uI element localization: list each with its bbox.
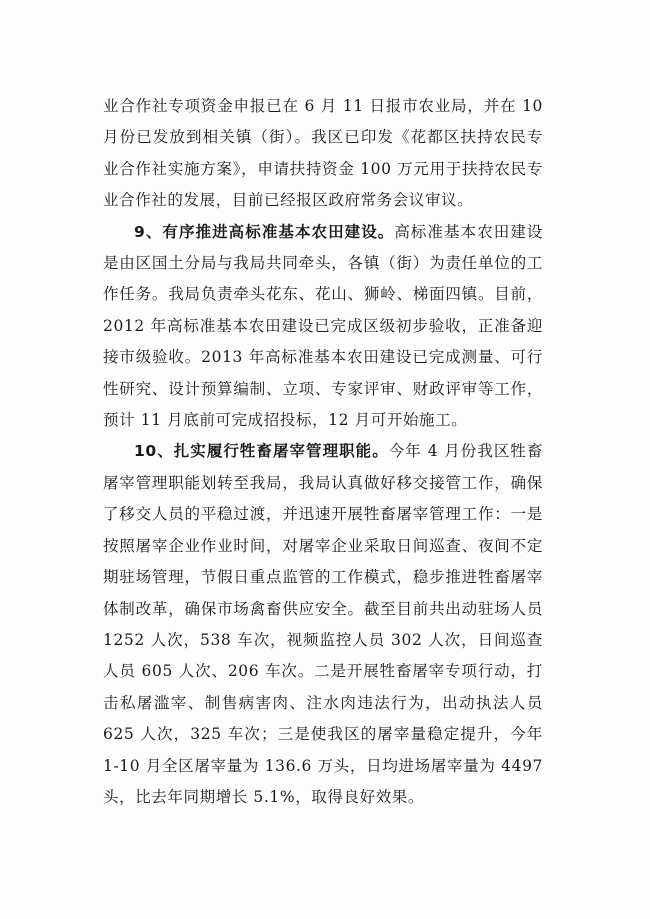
item-heading: 10、扎实履行牲畜屠宰管理职能。 [134, 442, 389, 461]
item-heading: 9、有序推进高标准基本农田建设。 [134, 222, 395, 241]
paragraph-continuation [103, 91, 543, 217]
document-body [103, 91, 543, 813]
paragraph-text: 业合作社专项资金申报已在 6 月 11 日报市农业局，并在 10 月份已发放到相关镇（街）。我区已印发《花都区扶持农民专业合作社实施方案》，申请扶持资金 100 万元用于扶持农民专业合作社的发展，目前已经报区政府常务会议审议。 [103, 97, 543, 210]
paragraph-text: 高标准基本农田建设是由区国土分局与我局共同牵头，各镇（街）为责任单位的工作任务。我局负责牵头花东、花山、狮岭、梯面四镇。目前，2012 年高标准基本农田建设已完成区级初步验收，正准备迎接市级验收。2013 年高标准基本农田建设已完成测量、可行性研究、设计预算编制、立项、专家评审、财政评审等工作，预计 11 月底前可完成招投标，12 月可开始施工。 [103, 222, 543, 430]
paragraph-item-9 [103, 217, 543, 437]
paragraph-text: 今年 4 月份我区牲畜屠宰管理职能划转至我局，我局认真做好移交接管工作，确保了移交人员的平稳过渡，并迅速开展牲畜屠宰管理工作：一是按照屠宰企业作业时间，对屠宰企业采取日间巡查、夜间不定期驻场管理，节假日重点监管的工作模式，稳步推进牲畜屠宰体制改革，确保市场禽畜供应安全。截至目前共出动驻场人员 1252 人次，538 车次，视频监控人员 302 人次，日间巡查人员 605 人次、206 车次。二是开展牲畜屠宰专项行动，打击私屠滥宰、制售病害肉、注水肉违法行为，出动执法人员 625 人次，325 车次；三是使我区的屠宰量稳定提升，今年 1-10 月全区屠宰量为 136.6 万头，日均进场屠宰量为 4497 头，比去年同期增长 5.1%，取得良好效果。 [103, 442, 543, 806]
paragraph-item-10 [103, 436, 543, 813]
